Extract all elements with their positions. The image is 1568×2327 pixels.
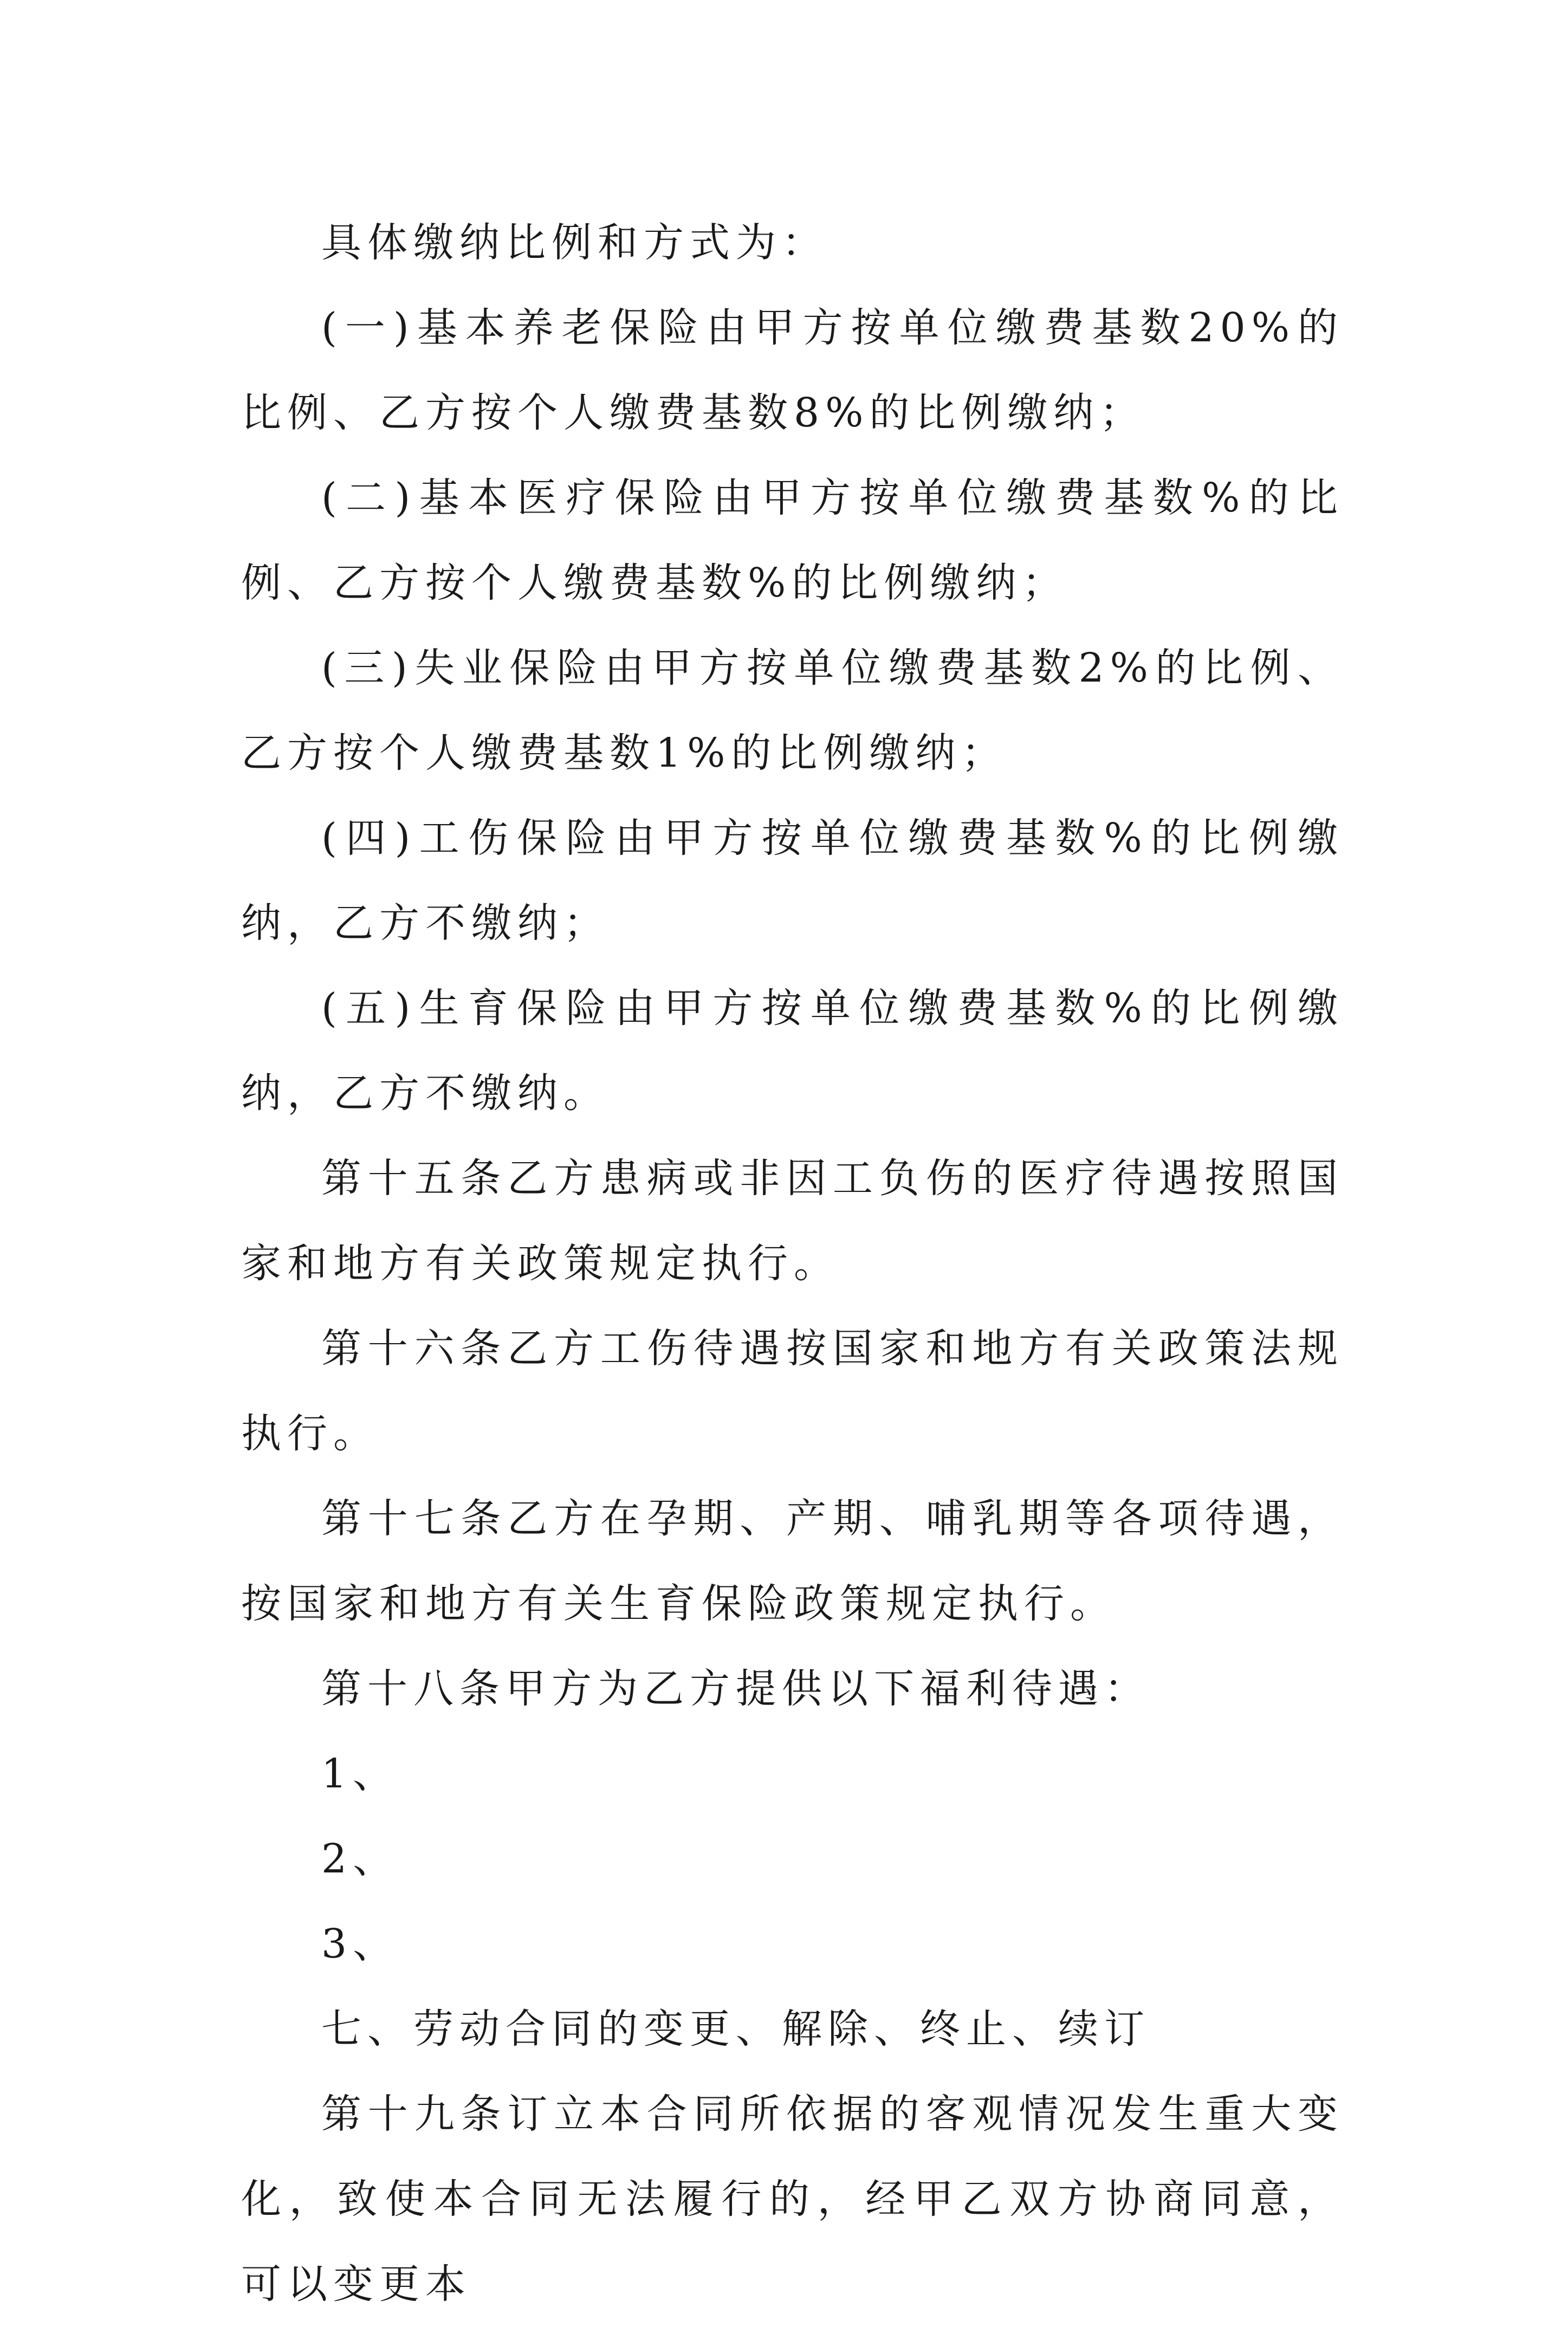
paragraph-article-16: 第十六条乙方工伤待遇按国家和地方有关政策法规执行。 <box>241 1325 1344 1457</box>
paragraph-article-17: 第十七条乙方在孕期、产期、哺乳期等各项待遇，按国家和地方有关生育保险政策规定执行。 <box>241 1495 1344 1627</box>
list-item-benefit-3: 3、 <box>321 1921 399 1967</box>
document-body <box>241 200 1344 2327</box>
paragraph-maternity-insurance: (五)生育保险由甲方按单位缴费基数%的比例缴纳，乙方不缴纳。 <box>241 985 1344 1117</box>
paragraph-pension-insurance: (一)基本养老保险由甲方按单位缴费基数20%的比例、乙方按个人缴费基数8%的比例缴纳； <box>241 304 1344 436</box>
paragraph-work-injury-insurance: (四)工伤保险由甲方按单位缴费基数%的比例缴纳，乙方不缴纳； <box>241 815 1344 947</box>
list-item-benefit-1: 1、 <box>321 1751 399 1797</box>
list-item-benefit-2: 2、 <box>321 1836 399 1882</box>
paragraph-article-18: 第十八条甲方为乙方提供以下福利待遇： <box>321 1665 1150 1712</box>
paragraph-article-19: 第十九条订立本合同所依据的客观情况发生重大变化，致使本合同无法履行的，经甲乙双方协商同意，可以变更本 <box>241 2091 1344 2307</box>
paragraph-article-15: 第十五条乙方患病或非因工负伤的医疗待遇按照国家和地方有关政策规定执行。 <box>241 1155 1344 1287</box>
paragraph-payment-intro: 具体缴纳比例和方式为： <box>321 219 828 266</box>
paragraph-medical-insurance: (二)基本医疗保险由甲方按单位缴费基数%的比例、乙方按个人缴费基数%的比例缴纳； <box>241 475 1344 606</box>
paragraph-unemployment-insurance: (三)失业保险由甲方按单位缴费基数2%的比例、乙方按个人缴费基数1%的比例缴纳； <box>241 645 1344 776</box>
section-heading-contract-changes: 七、劳动合同的变更、解除、终止、续订 <box>321 2006 1150 2052</box>
